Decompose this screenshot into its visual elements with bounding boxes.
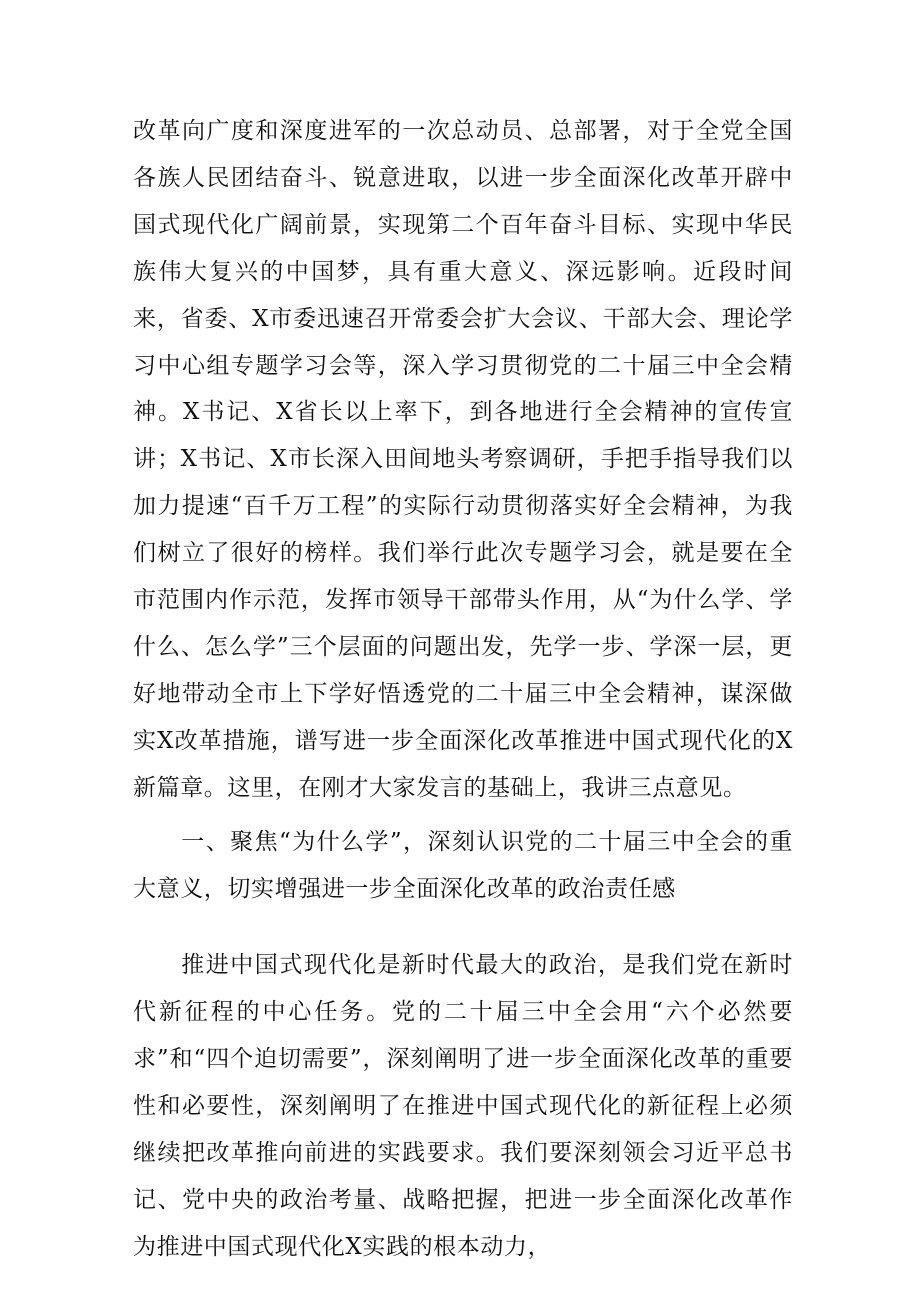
document-body — [133, 108, 793, 1271]
section-heading-one: 一、聚焦“为什么学”，深刻认识党的二十届三中全会的重大意义，切实增强进一步全面深化改革的政治责任感 — [133, 828, 793, 902]
paragraph-intro: 改革向广度和深度进军的一次总动员、总部署，对于全党全国各族人民团结奋斗、锐意进取，以进一步全面深化改革开辟中国式现代化广阔前景，实现第二个百年奋斗目标、实现中华民族伟大复兴的中国梦，具有重大意义、深远影响。近段时间来，省委、X市委迅速召开常委会扩大会议、干部大会、理论学习中心组专题学习会等，深入学习贯彻党的二十届三中全会精神。X书记、X省长以上率下，到各地进行全会精神的宣传宣讲；X书记、X市长深入田间地头考察调研，手把手指导我们以加力提速“百千万工程”的实际行动贯彻落实好全会精神，为我们树立了很好的榜样。我们举行此次专题学习会，就是要在全市范围内作示范，发挥市领导干部带头作用，从“为什么学、学什么、怎么学”三个层面的问题出发，先学一步、学深一层，更好地带动全市上下学好悟透党的二十届三中全会精神，谋深做实X改革措施，谱写进一步全面深化改革推进中国式现代化的X新篇章。这里，在刚才大家发言的基础上，我讲三点意见。 — [133, 118, 793, 801]
paragraph-section-one: 推进中国式现代化是新时代最大的政治，是我们党在新时代新征程的中心任务。党的二十届三中全会用“六个必然要求”和“四个迫切需要”，深刻阐明了进一步全面深化改革的重要性和必要性，深刻阐明了在推进中国式现代化的新征程上必须继续把改革推向前进的实践要求。我们要深刻领会习近平总书记、党中央的政治考量、战略把握，把进一步全面深化改革作为推进中国式现代化X实践的根本动力， — [133, 952, 793, 1260]
